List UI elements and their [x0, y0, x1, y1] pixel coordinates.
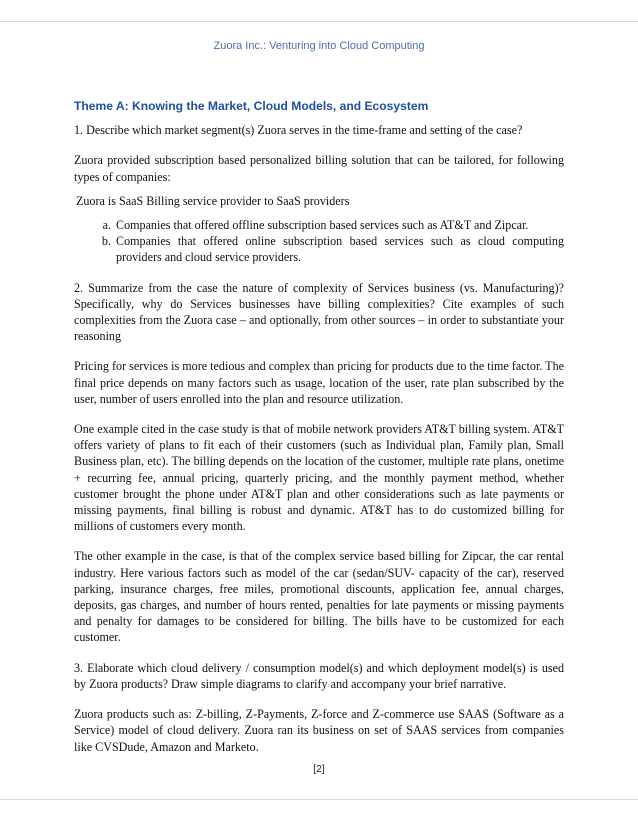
running-header: Zuora Inc.: Venturing into Cloud Computing	[213, 40, 425, 52]
q1-answer-list	[74, 217, 564, 266]
list-item: b. Companies that offered online subscription based services such as cloud computing providers and cloud service providers.	[114, 233, 564, 265]
list-item: a. Companies that offered offline subscription based services such as AT&T and Zipcar.	[114, 217, 564, 233]
document-body	[74, 98, 564, 755]
question-3: 3. Elaborate which cloud delivery / consumption model(s) and which deployment model(s) is used by Zuora products? Draw simple diagrams to clarify and accompany your brief narrative.	[74, 660, 564, 691]
q3-paragraph-1: Zuora products such as: Z-billing, Z-Payments, Z-force and Z-commerce use SAAS (Software as a Service) model of cloud delivery. Zuora ran its business on set of SAAS services from companies like CVSDude, Amazon and Marketo.	[74, 707, 564, 754]
question-1: 1. Describe which market segment(s) Zuora serves in the time-frame and setting of the case?	[74, 123, 523, 138]
page-bottom-edge	[0, 799, 638, 827]
page-top-edge	[0, 0, 638, 22]
theme-heading: Theme A: Knowing the Market, Cloud Models, and Ecosystem	[74, 99, 429, 113]
page-number: [2]	[313, 763, 325, 775]
q2-paragraph-3: The other example in the case, is that of the complex service based billing for Zipcar, the car rental industry. Here various factors such as model of the car (sedan/SUV- capacity of the car), reserved parking, insurance charges, free miles, promotional discounts, application fee, annual charges, deposits, gas charges, and number of hours rented, penalties for late payments or missing payments and penalty for damages to be considered for billing. The bills have to be customized for each customer.	[74, 549, 564, 645]
question-2: 2. Summarize from the case the nature of complexity of Services business (vs. Manufacturing)? Specifically, why do Services businesses have billing complexities? Cite examples of such complexities from the Zuora case – and optionally, from other sources – in order to substantiate your reasoning	[74, 280, 564, 344]
q1-answer-intro: Zuora provided subscription based personalized billing solution that can be tailored, for following types of companies:	[74, 153, 564, 184]
q2-paragraph-2: One example cited in the case study is that of mobile network providers AT&T billing system. AT&T offers variety of plans to fit each of their customers (such as Individual plan, Family plan, Small Business plan, etc). The billing depends on the location of the customer, multiple rate plans, onetime + recurring fee, annual pricing, quarterly pricing, and the monthly payment method, whether customer brought the phone under AT&T plan and other considerations such as late payments or missing payments, final billing is robust and dynamic. AT&T has to do customized billing for millions of customers every month.	[74, 422, 564, 534]
q1-answer-line: Zuora is SaaS Billing service provider to SaaS providers	[76, 193, 350, 208]
q2-paragraph-1: Pricing for services is more tedious and complex than pricing for products due to the time factor. The final price depends on many factors such as usage, location of the user, rate plan subscribed by the user, number of users enrolled into the plan and resource utilization.	[74, 359, 564, 406]
